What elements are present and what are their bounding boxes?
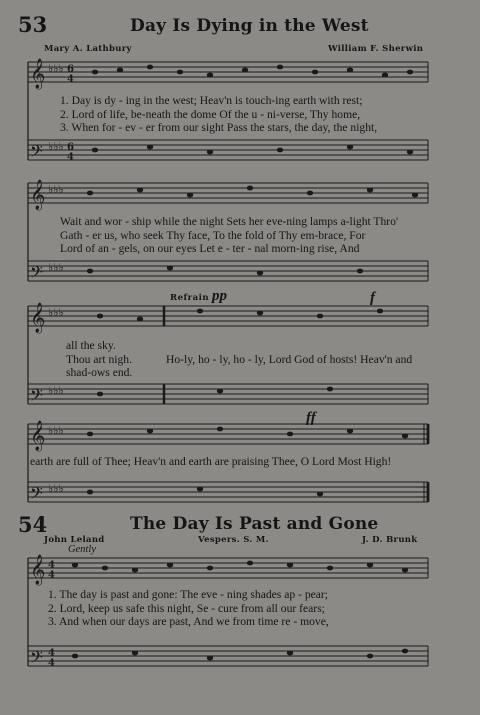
svg-text:𝄢: 𝄢 xyxy=(30,483,43,507)
lyric-line: Lord of an - gels, on our eyes Let e - ter - nal morn-ing rise, And xyxy=(60,242,360,256)
lyric-line: 3. And when our days are past, And we from time re - move, xyxy=(48,615,329,629)
dynamic-fortissimo: ff xyxy=(306,410,316,426)
composer-credit: J. D. Brunk xyxy=(362,535,418,545)
svg-text:4: 4 xyxy=(48,560,55,571)
lyric-line: Thou art nigh. xyxy=(66,352,133,366)
refrain-lyrics-line-2: earth are full of Thee; Heav'n and earth are praising Thee, O Lord Most High! xyxy=(30,455,392,468)
hymn-title: Day Is Dying in the West xyxy=(130,16,369,36)
svg-text:𝄞: 𝄞 xyxy=(30,421,46,451)
svg-text:𝄢: 𝄢 xyxy=(30,262,43,286)
svg-text:𝄢: 𝄢 xyxy=(30,647,43,671)
svg-text:♭♭♭: ♭♭♭ xyxy=(48,424,64,437)
svg-text:♭♭♭: ♭♭♭ xyxy=(48,261,64,274)
dynamic-pianissimo: pp xyxy=(212,288,227,304)
verse-lyrics-hymn-54 xyxy=(48,588,329,629)
svg-text:𝄞: 𝄞 xyxy=(30,59,46,89)
svg-text:♭♭♭: ♭♭♭ xyxy=(48,62,64,75)
svg-text:𝄢: 𝄢 xyxy=(30,141,43,165)
svg-text:𝄢: 𝄢 xyxy=(30,385,43,409)
lyric-line: 2. Lord of life, be-neath the dome Of the u - ni-verse, Thy home, xyxy=(60,107,361,121)
dynamic-forte: f xyxy=(370,290,375,306)
author-credit: John Leland xyxy=(44,535,105,545)
lyric-line: Wait and wor - ship while the night Sets her eve-ning lamps a-light Thro' xyxy=(60,215,399,228)
composer-credit: William F. Sherwin xyxy=(328,44,424,54)
tempo-marking: Gently xyxy=(68,544,96,555)
refrain-label: Refrain xyxy=(170,293,210,303)
svg-text:𝄞: 𝄞 xyxy=(30,303,46,333)
svg-text:♭♭♭: ♭♭♭ xyxy=(48,384,64,397)
svg-text:4: 4 xyxy=(67,74,74,85)
lyric-line: 2. Lord, keep us safe this night, Se - cure from all our fears; xyxy=(48,601,325,615)
svg-text:4: 4 xyxy=(48,570,55,581)
lyric-line: 1. Day is dy - ing in the west; Heav'n is touch-ing earth with rest; xyxy=(60,94,363,107)
svg-text:4: 4 xyxy=(67,152,74,163)
verse-endings xyxy=(66,339,132,380)
refrain-lyrics-line-1: Ho-ly, ho - ly, ho - ly, Lord God of hosts! Heav'n and xyxy=(166,353,413,366)
svg-text:4: 4 xyxy=(48,648,55,659)
lyric-line: 3. When for - ev - er from our sight Pass the stars, the day, the night, xyxy=(60,121,378,135)
lyric-line: shad-ows end. xyxy=(66,366,133,380)
svg-text:♭♭♭: ♭♭♭ xyxy=(48,482,64,495)
hymn-number: 53 xyxy=(18,12,48,37)
lyric-line: 1. The day is past and gone: The eve - ning shades ap - pear; xyxy=(48,588,328,601)
lyric-line: Gath - er us, who seek Thy face, To the fold of Thy em-brace, For xyxy=(60,228,366,242)
svg-text:6: 6 xyxy=(67,64,74,75)
hymn-title: The Day Is Past and Gone xyxy=(130,514,379,534)
svg-text:6: 6 xyxy=(67,142,74,153)
author-credit: Mary A. Lathbury xyxy=(44,44,132,54)
lyric-line: all the sky. xyxy=(66,339,116,352)
svg-text:♭♭♭: ♭♭♭ xyxy=(48,140,64,153)
hymn-number: 54 xyxy=(18,512,48,537)
verse-lyrics-system-2 xyxy=(60,215,398,256)
svg-text:4: 4 xyxy=(48,658,55,669)
svg-text:♭♭♭: ♭♭♭ xyxy=(48,306,64,319)
verse-lyrics-system-1 xyxy=(60,94,377,135)
svg-text:𝄞: 𝄞 xyxy=(30,555,46,585)
svg-text:♭♭♭: ♭♭♭ xyxy=(48,183,64,196)
tune-name: Vespers. S. M. xyxy=(198,535,269,545)
svg-text:𝄞: 𝄞 xyxy=(30,180,46,210)
